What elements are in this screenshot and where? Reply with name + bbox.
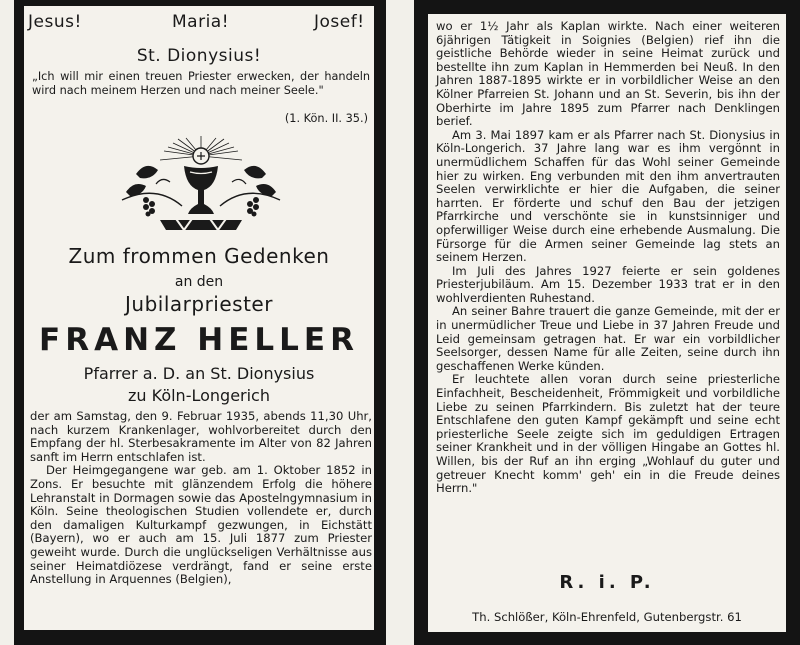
paragraph: Am 3. Mai 1897 kam er als Pfarrer nach St. Dionysius in Köln-Longerich. 37 Jahre lang war es ihm vergönnt in unermüdlichem Schaffen für das Wohl seiner Gemeinde hier zu wirken. Eng verbunden mit den ihm anvertrauten Seelen verwirklichte er hier die Aufgaben, die seiner harrten. Er förderte und schuf den Bau der jetzigen Pfarrkirche und verschönte sie in kunstsinniger und opferwilliger Weise durch eine erhebende Ausmalung. Die Fürsorge für die Armen seiner Gemeinde lag stets an seinem Herzen. xyxy=(436,127,780,265)
left-card-frame xyxy=(14,0,386,645)
invocation-saint: St. Dionysius! xyxy=(136,46,262,66)
invocation-jesus: Jesus! xyxy=(28,12,82,32)
invocation-maria: Maria! xyxy=(172,12,230,32)
invocation-josef: Josef! xyxy=(314,12,365,32)
paragraph: Im Juli des Jahres 1927 feierte er sein goldenes Priesterjubiläum. Am 15. Dezember 1933 trat er in den wohlverdienten Ruhestand. xyxy=(436,263,780,305)
paragraph: wo er 1½ Jahr als Kaplan wirkte. Nach einer weiteren 6jährigen Tätigkeit in Soignies (Belgien) rief ihn die geistliche Behörde wieder in seine Heimat zurück und bestellte ihn zum Kaplan in Hemmerden bei Neuß. In den Jahren 1887-1895 wirkte er in vorbildlicher Weise an den Kölner Pfarreien St. Johann und an St. Severin, bis ihn der Oberhirte im Jahre 1895 zum Pfarrer nach Denklingen berief. xyxy=(436,19,780,129)
paragraph: Er leuchtete allen voran durch seine priesterliche Einfachheit, Bescheidenheit, Frömmigkeit und vorbildliche Liebe zu seinen Pfarrkindern. Bis zuletzt hat der teure Entschlafene den guten Kampf gekämpft und seine echt priesterliche Seele zeigte sich im geduldigen Ertragen seiner Krankheit und in der völligen Hingabe an Gottes hl. Willen, bis der Ruf an ihn erging „Wohlauf du guter und getreuer Knecht komm' geh' ein in die Freude deines Herrn." xyxy=(436,372,780,496)
right-card xyxy=(428,14,786,632)
left-biography-text xyxy=(30,410,372,587)
deceased-name: FRANZ HELLER xyxy=(39,322,359,358)
memorial-subheading: an den xyxy=(174,274,224,290)
printer-imprint: Th. Schlößer, Köln-Ehrenfeld, Gutenbergstr. 61 xyxy=(472,610,742,624)
jubilarpriester-heading: Jubilarpriester xyxy=(125,292,273,316)
chalice-emblem-icon xyxy=(116,134,286,234)
parish-location: zu Köln-Longerich xyxy=(128,386,270,405)
paragraph: An seiner Bahre trauert die ganze Gemeinde, mit der er in unermüdlicher Treue und Liebe in 37 Jahren Freude und Leid gemeinsam getragen hat. Er war ein vorbildlicher Seelsorger, dessen Name für alle Zeiten, seine durch ihn geschaffenen Werke künden. xyxy=(436,304,780,373)
paragraph: Der Heimgegangene war geb. am 1. Oktober 1852 in Zons. Er besuchte mit glänzendem Erfolg die höhere Lehranstalt in Dormagen sowie das Apostelngymnasium in Köln. Seine theologischen Studien vollendete er, durch den damaligen Kulturkampf gezwungen, in Eichstätt (Bayern), wo er auch am 15. Juli 1877 zum Priester geweiht wurde. Durch die unglückseligen Verhältnisse aus seiner Heimatdiözese verdrängt, fand er seine erste Anstellung in Arquennes (Belgien), xyxy=(30,463,372,587)
paragraph: der am Samstag, den 9. Februar 1935, abends 11,30 Uhr, nach kurzem Krankenlager, wohlvorbereitet durch den Empfang der hl. Sterbesakramente im Alter von 82 Jahren sanft im Herrn entschlafen ist. xyxy=(30,409,372,464)
pastor-title: Pfarrer a. D. an St. Dionysius xyxy=(83,364,315,383)
memorial-heading: Zum frommen Gedenken xyxy=(68,244,330,268)
scripture-quote: „Ich will mir einen treuen Priester erwecken, der handeln wird nach meinem Herzen und nach meiner Seele." xyxy=(32,70,370,97)
rip-inscription: R. i. P. xyxy=(559,572,655,593)
left-card xyxy=(24,6,374,630)
right-card-frame xyxy=(414,0,800,645)
right-biography-text xyxy=(436,20,780,496)
scripture-reference: (1. Kön. II. 35.) xyxy=(284,112,368,125)
